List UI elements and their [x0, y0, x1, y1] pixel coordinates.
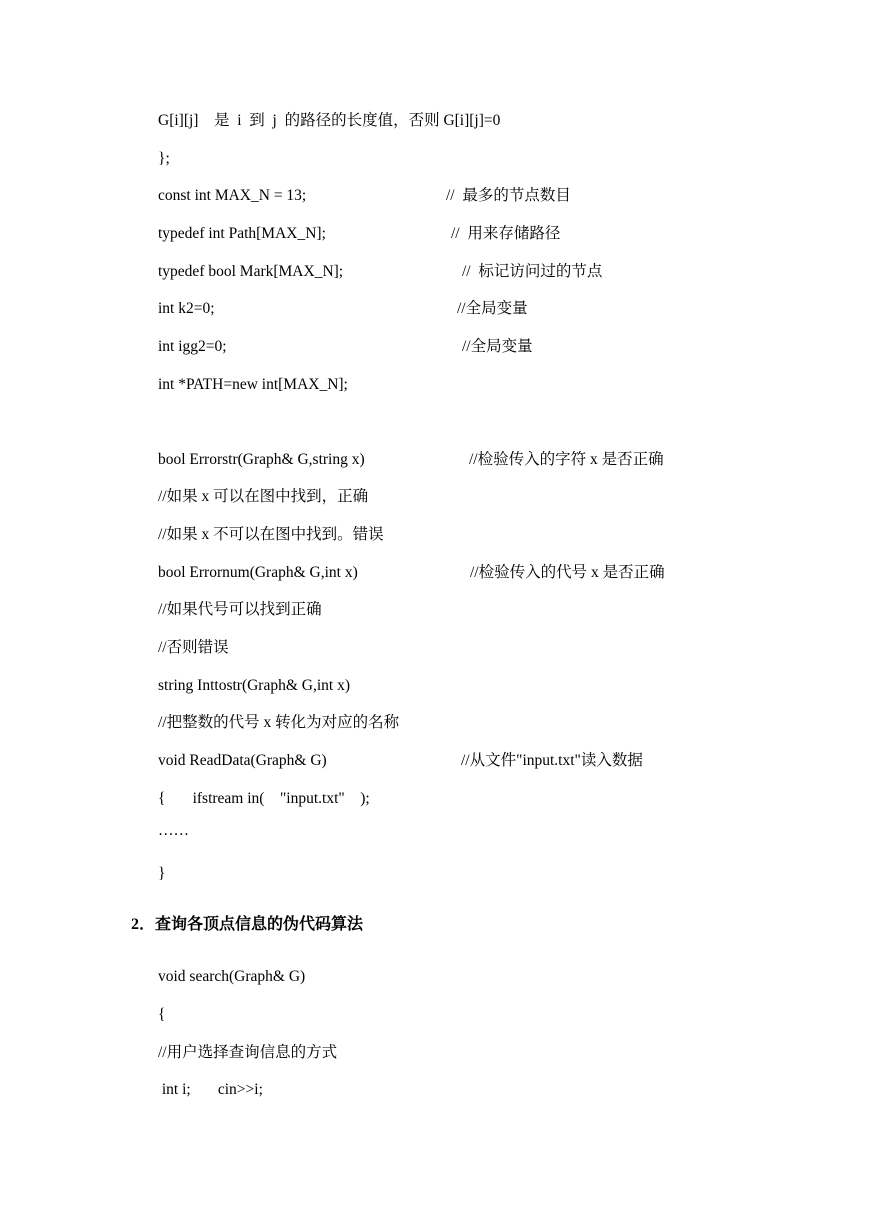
- code-line-path-typedef: typedef int Path[MAX_N];: [158, 225, 326, 242]
- code-line-path-pointer: int *PATH=new int[MAX_N];: [158, 376, 348, 393]
- comment-k2: //全局变量: [457, 300, 528, 317]
- code-line-k2: int k2=0;: [158, 300, 215, 317]
- section-heading-2: 2．查询各顶点信息的伪代码算法: [131, 916, 364, 933]
- code-line-ifstream: { ifstream in( "input.txt" );: [158, 790, 370, 807]
- code-line-comment-not-found: //如果 x 不可以在图中找到。错误: [158, 526, 384, 543]
- comment-max-n: // 最多的节点数目: [446, 187, 571, 204]
- code-line-ellipsis: ……: [158, 822, 189, 839]
- code-line-comment-found: //如果 x 可以在图中找到，正确: [158, 488, 369, 505]
- code-line-comment-convert: //把整数的代号 x 转化为对应的名称: [158, 714, 400, 731]
- code-line-igg2: int igg2=0;: [158, 338, 227, 355]
- comment-igg2: //全局变量: [462, 338, 533, 355]
- comment-errornum: //检验传入的代号 x 是否正确: [470, 564, 665, 581]
- code-line-readdata: void ReadData(Graph& G): [158, 752, 327, 769]
- code-line-max-n: const int MAX_N = 13;: [158, 187, 307, 204]
- code-line-search-open: {: [158, 1006, 166, 1023]
- code-line-mark-typedef: typedef bool Mark[MAX_N];: [158, 263, 344, 280]
- code-line-int-i: int i; cin>>i;: [158, 1081, 263, 1098]
- code-line-struct-end: };: [158, 150, 170, 167]
- code-line-comment-code-found: //如果代号可以找到正确: [158, 601, 322, 618]
- code-line-block-end: }: [158, 865, 166, 882]
- code-line-inttostr: string Inttostr(Graph& G,int x): [158, 677, 351, 694]
- code-line-errorstr: bool Errorstr(Graph& G,string x): [158, 451, 365, 468]
- comment-errorstr: //检验传入的字符 x 是否正确: [469, 451, 664, 468]
- code-line-comment-else-error: //否则错误: [158, 639, 229, 656]
- comment-mark-typedef: // 标记访问过的节点: [462, 263, 603, 280]
- code-line-errornum: bool Errornum(Graph& G,int x): [158, 564, 358, 581]
- code-line-g-matrix: G[i][j] 是 i 到 j 的路径的长度值，否则 G[i][j]=0: [158, 112, 501, 129]
- comment-path-typedef: // 用来存储路径: [451, 225, 561, 242]
- comment-readdata: //从文件"input.txt"读入数据: [461, 752, 643, 769]
- code-line-comment-user-choice: //用户选择查询信息的方式: [158, 1044, 338, 1061]
- code-line-search: void search(Graph& G): [158, 968, 306, 985]
